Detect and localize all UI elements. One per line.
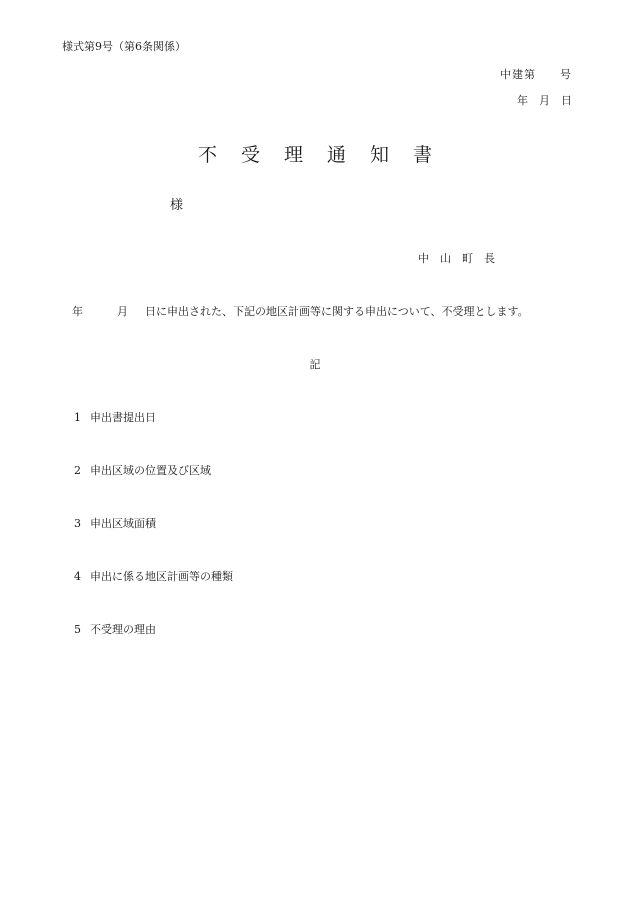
body-month: 月 (117, 305, 128, 318)
title-char: 知 (370, 144, 390, 166)
addressee-suffix: 様 (170, 198, 184, 213)
body-rest: 日に申出された、下記の地区計画等に関する申出について、不受理とします。 (145, 305, 529, 318)
sender-char: 町 (462, 252, 473, 265)
list-item (74, 517, 156, 531)
title-char: 通 (327, 144, 347, 166)
form-label: 様式第9号（第6条関係） (62, 40, 186, 53)
item-label: 申出区域面積 (90, 517, 156, 530)
document-date: 年 月 日 (517, 94, 572, 107)
list-item (74, 570, 233, 584)
item-label: 申出書提出日 (90, 411, 156, 424)
list-item (74, 411, 156, 425)
list-item (74, 623, 156, 637)
list-item (74, 464, 211, 478)
title-char: 理 (283, 144, 303, 166)
item-number: 4 (74, 570, 81, 583)
notice-body (72, 305, 529, 319)
title-char: 不 (197, 144, 217, 166)
item-number: 2 (74, 464, 81, 477)
document-number: 中建第 号 (500, 68, 572, 81)
item-label: 不受理の理由 (90, 623, 156, 636)
item-number: 1 (74, 411, 81, 424)
body-year: 年 (72, 305, 83, 318)
sender-char: 中 (418, 252, 429, 265)
document-title (0, 143, 630, 167)
sender-char: 山 (440, 252, 451, 265)
title-char: 書 (413, 144, 433, 166)
sender-char: 長 (484, 252, 495, 265)
item-label: 申出区域の位置及び区域 (90, 464, 211, 477)
sender-name (418, 252, 495, 266)
item-label: 申出に係る地区計画等の種類 (90, 570, 233, 583)
item-number: 3 (74, 517, 81, 530)
title-char: 受 (240, 144, 260, 166)
ki-heading: 記 (309, 358, 321, 371)
item-number: 5 (74, 623, 81, 636)
